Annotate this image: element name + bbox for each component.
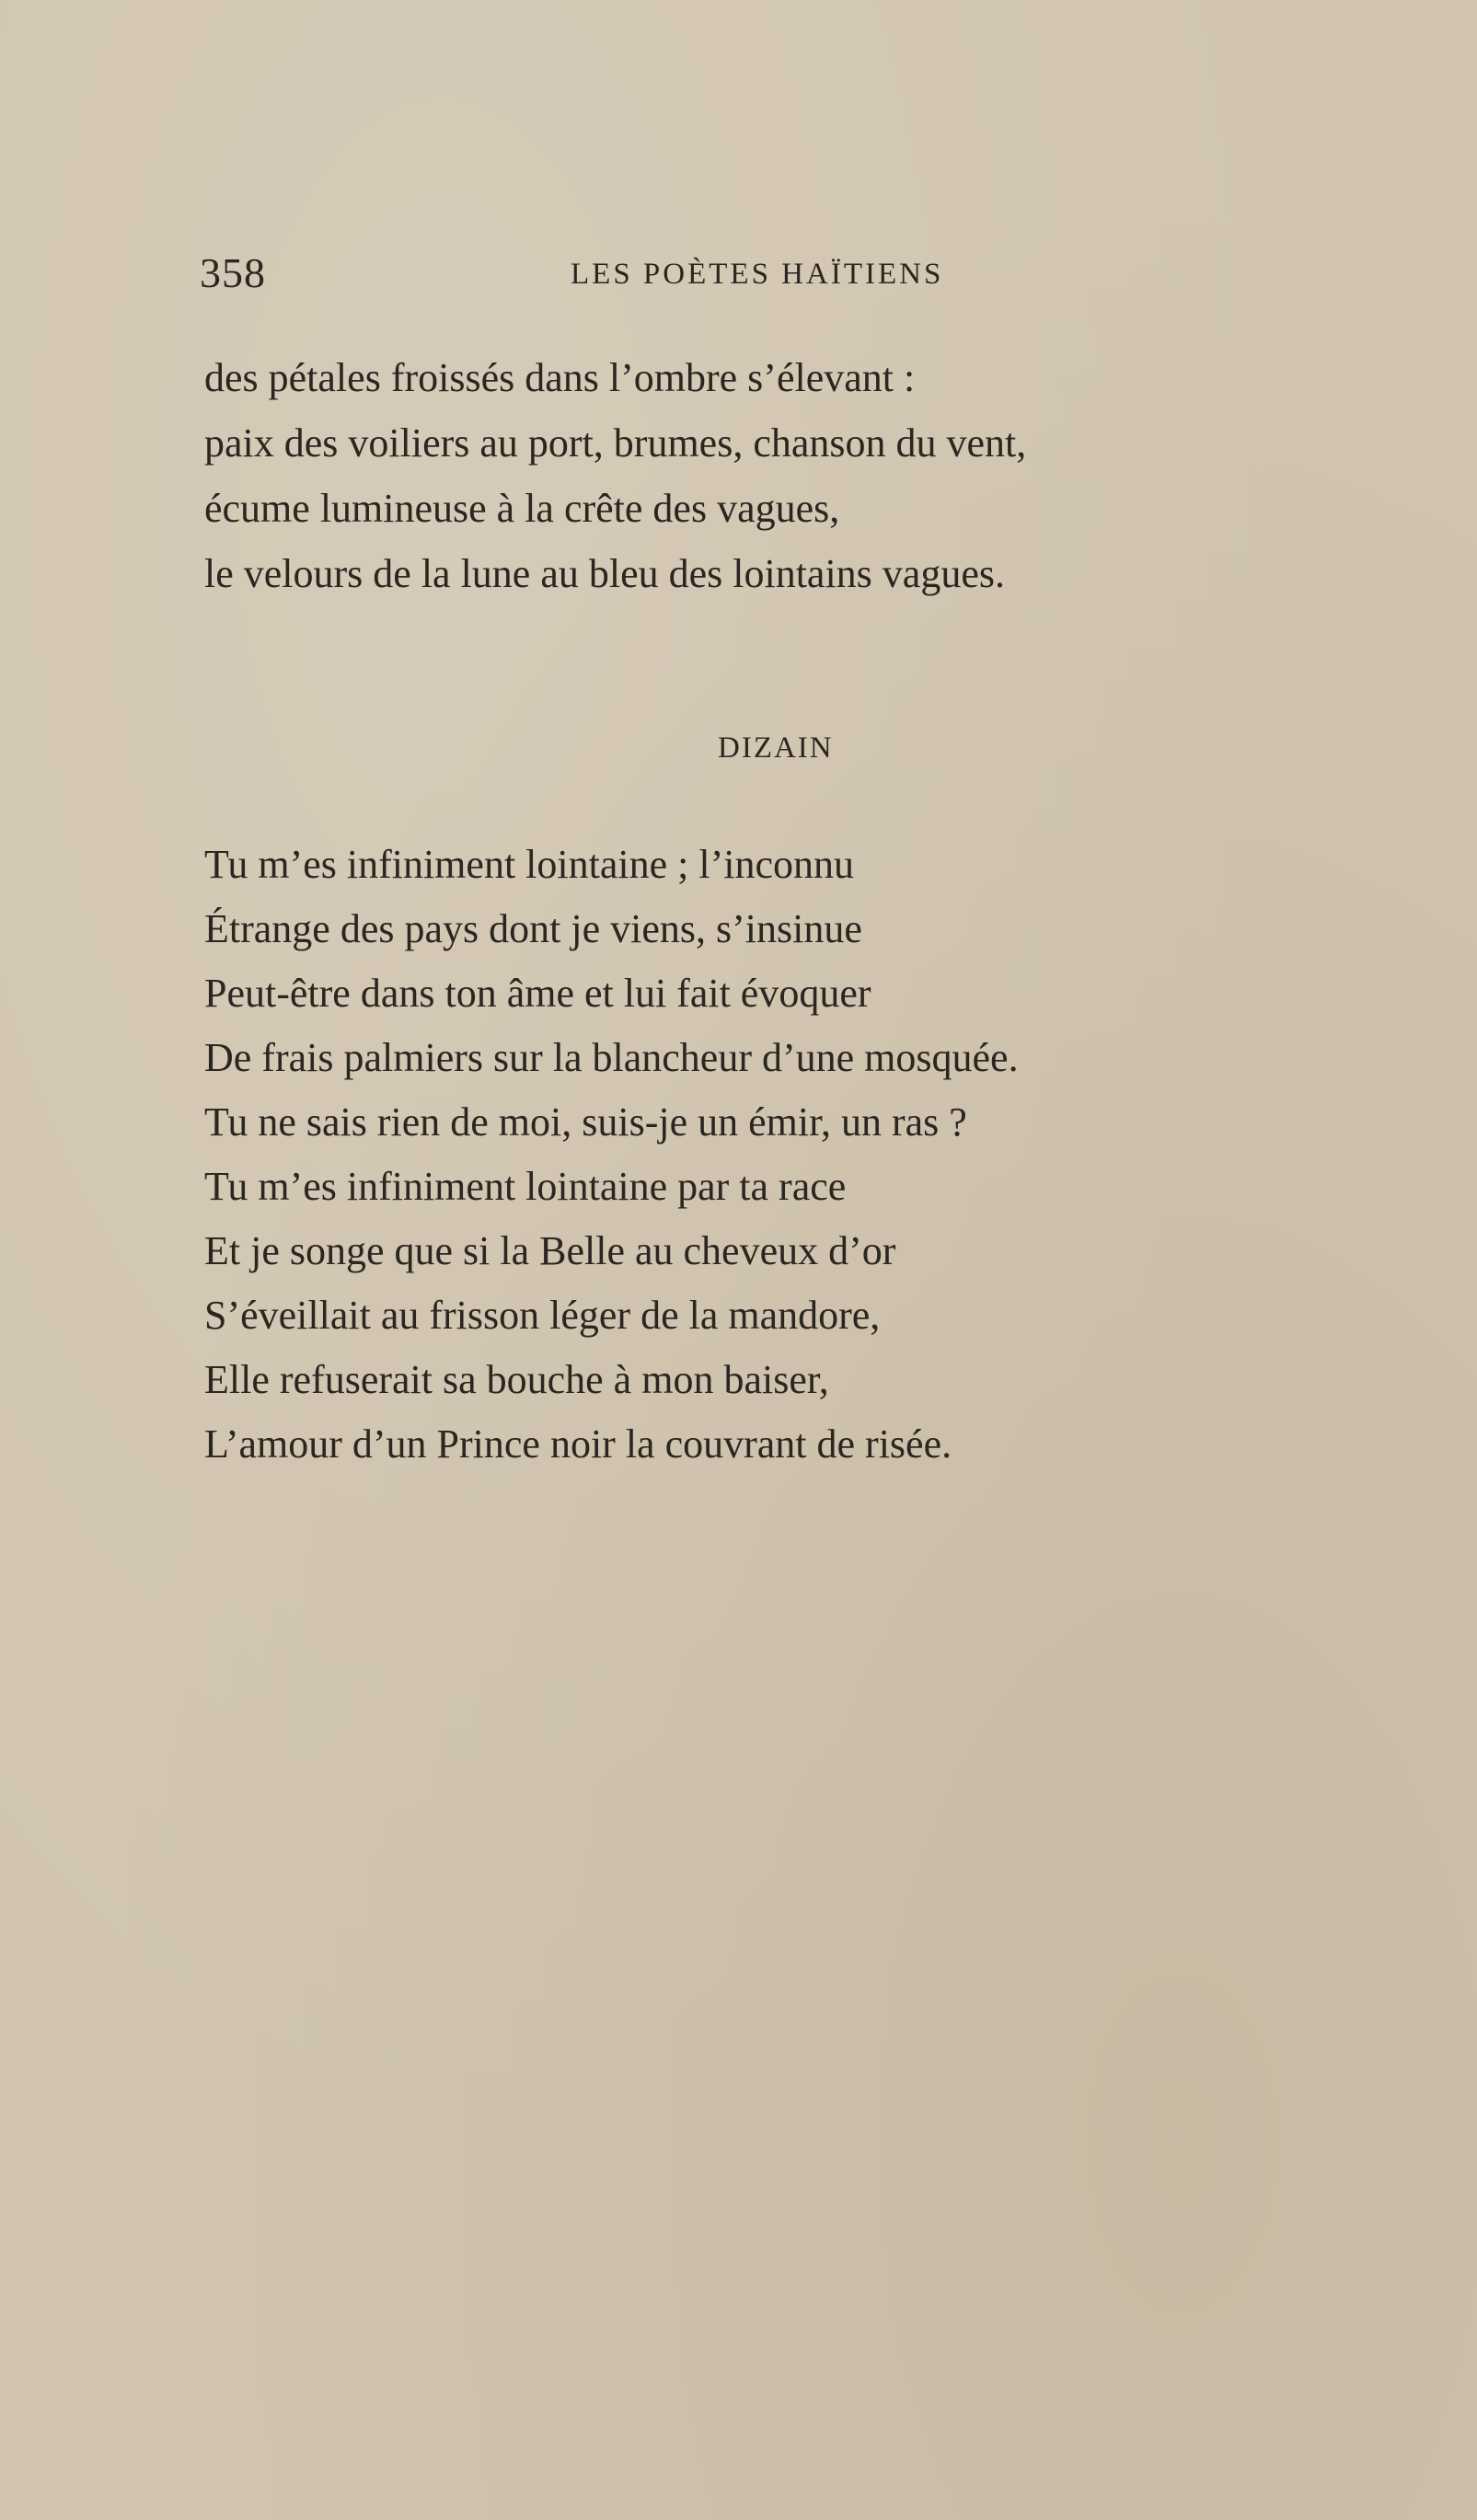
verse-line: paix des voiliers au port, brumes, chanson du vent, xyxy=(204,420,1027,466)
verse-line: Elle refuserait sa bouche à mon baiser, xyxy=(204,1357,829,1402)
page-number: 358 xyxy=(200,249,266,296)
previous-poem-ending xyxy=(204,345,1382,606)
running-head xyxy=(198,248,1311,304)
verse-line: Tu ne sais rien de moi, suis-je un émir, un ras ? xyxy=(204,1099,967,1145)
verse-line: Et je songe que si la Belle au cheveux d’or xyxy=(204,1228,896,1273)
running-title: LES POÈTES HAÏTIENS xyxy=(571,258,944,291)
dizain-poem xyxy=(204,833,1382,1477)
verse-line: Peut-être dans ton âme et lui fait évoquer xyxy=(204,971,871,1016)
verse-line: L’amour d’un Prince noir la couvrant de risée. xyxy=(204,1421,952,1467)
verse-line: De frais palmiers sur la blancheur d’une mosquée. xyxy=(204,1035,1019,1080)
verse-line: le velours de la lune au bleu des lointains vagues. xyxy=(204,551,1005,596)
verse-line: Tu m’es infiniment lointaine ; l’inconnu xyxy=(204,842,854,887)
verse-line: Étrange des pays dont je viens, s’insinue xyxy=(204,906,862,951)
verse-line: S’éveillait au frisson léger de la mandore, xyxy=(204,1293,881,1338)
verse-line: écume lumineuse à la crête des vagues, xyxy=(204,486,840,531)
verse-line: Tu m’es infiniment lointaine par ta race xyxy=(204,1164,847,1209)
verse-line: des pétales froissés dans l’ombre s’élevant : xyxy=(204,355,916,400)
poem-title: DIZAIN xyxy=(718,731,834,765)
